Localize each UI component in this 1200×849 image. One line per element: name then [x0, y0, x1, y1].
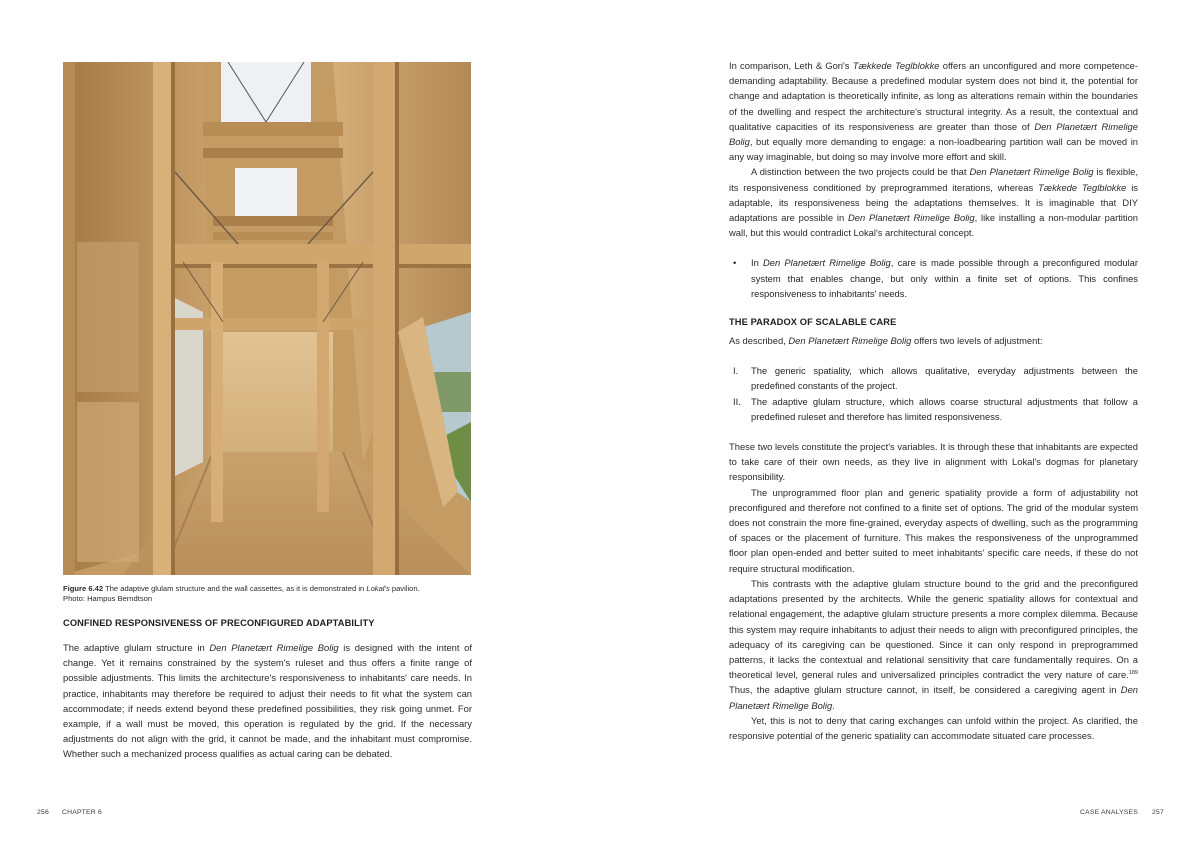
text-run: , but equally more demanding to engage: a non-loadbearing partition wall can be moved in any way imaginable, but doing so may involve more effort and skill. [729, 136, 1138, 163]
text-run: , like installing a non-modular partition wall, but this would contradict Lokal's architectural concept. [729, 212, 1139, 239]
footnote-ref[interactable]: 189 [1128, 669, 1138, 676]
running-footer: CHAPTER 6 [62, 809, 102, 816]
text-italic: Den Planetært Rimelige Bolig [763, 257, 891, 269]
bullet-text [751, 255, 1138, 301]
paragraph: These two levels constitute the project's variables. It is through these that inhabitants are expected to take care of their own needs, as they live in alignment with Lokal's dogmas for planetary responsibility. [729, 441, 1138, 483]
text-italic: Tækkede Teglblokke [852, 60, 940, 71]
section-heading: CONFINED RESPONSIVENESS OF PRECONFIGURED ADAPTABILITY [63, 618, 375, 628]
paragraph [729, 58, 1138, 164]
bullet-item [729, 255, 1138, 301]
text-run: In comparison, Leth & Gori's [729, 60, 853, 71]
right-body-text [729, 58, 1138, 240]
paragraph [729, 164, 1138, 240]
photo-credit: Photo: Hampus Berndtson [63, 594, 153, 603]
caption-italic: Lokal's [366, 584, 390, 593]
text-run: is flexible, its responsiveness conditioned by preprogrammed iterations, whereas [729, 166, 1138, 193]
text-italic: Den Planetært Rimelige Bolig [847, 212, 975, 224]
list-item [729, 394, 1138, 424]
bullet-marker: • [733, 257, 737, 269]
list-text: The generic spatiality, which allows qualitative, everyday adjustments between the predefined constants of the project. [751, 365, 1138, 392]
text-italic: Den Planetært Rimelige Bolig [729, 684, 1138, 711]
right-column [729, 58, 1138, 743]
figure-caption [63, 584, 473, 604]
text-italic: Den Planetært Rimelige Bolig [729, 120, 1138, 148]
page-number: 257 [1152, 809, 1164, 816]
text-run: Thus, the adaptive glulam structure cannot, in itself, be considered a caregiving agent in [729, 684, 1121, 696]
list-number: II. [733, 395, 741, 407]
text-run: offers two levels of adjustment: [911, 335, 1043, 347]
text-run: This contrasts with the adaptive glulam structure bound to the grid and the preconfigured adaptations presented by the architects. While the generic spatiality allows for contextual and relational engagement, the adaptive glulam structure presents a more complex dilemma. Because this system may require inhabitants to adjust their needs to align with preconfigured principles, the adequacy of its caregiving can be questioned. Since it can only respond in preprogrammed patterns, it lacks the contextual and relational sensitivity that care fundamentally requires. On a theoretical level, general rules and universalized principles contradict the very nature of care. [729, 577, 1138, 681]
text-run: As described, [729, 335, 789, 347]
text-italic: Den Planetært Rimelige Bolig [209, 642, 339, 653]
text-italic: Den Planetært Rimelige Bolig [969, 166, 1094, 178]
caption-text-end: pavilion. [389, 584, 420, 593]
running-footer: CASE ANALYSES [1080, 809, 1139, 816]
intro-paragraph [729, 333, 1138, 348]
text-run: is designed with the intent of change. Yet it remains constrained by the system's ruleset and thus offers a finite range of possible adjustments. This limits the architecture's responsiveness to inhabitants' care needs. In practice, inhabitants may therefore be required to adjust their needs to fit what the system can accommodate; if needs extend beyond these predefined possibilities, they risk going unmet. For example, if a wall must be moved, this operation is regulated by the grid. If the necessary adjustments do not align with the grid, it cannot be made, and the inhabitant must compromise. Whether such a mechanized process qualifies as actual caring can be debated. [63, 642, 472, 760]
text-italic: Tækkede Teglblokke [1038, 181, 1127, 193]
text-run: In [751, 257, 764, 269]
text-italic: Den Planetært Rimelige Bolig [788, 335, 912, 347]
left-body-text [63, 640, 472, 762]
paragraph: The unprogrammed floor plan and generic spatiality provide a form of adjustability not preconfigured and therefore not confined to a finite set of options. The grid of the modular system does not constrain the more fine-grained, everyday aspects of dwelling, such as the programming of spaces or the placement of furniture. This makes the responsiveness of the unprogrammed floor plan open-ended and better suited to meet inhabitants' specific care needs, if these do not require structural modification. [729, 486, 1138, 574]
text-run: A distinction between the two projects could be that [751, 166, 970, 178]
paragraph [63, 640, 472, 762]
list-text: The adaptive glulam structure, which allows coarse structural adjustments that follow a predefined ruleset and therefore has limited responsiveness. [751, 395, 1138, 422]
text-run: . [832, 699, 835, 711]
list-number: I. [733, 365, 739, 377]
list-item [729, 363, 1138, 393]
paragraph: Yet, this is not to deny that caring exchanges can unfold within the project. As clarified, the responsive potential of the generic spatiality can accommodate situated care processes. [729, 714, 1138, 741]
section-heading: THE PARADOX OF SCALABLE CARE [729, 317, 897, 328]
text-run: is adaptable, its responsiveness being the adaptations themselves. It is imaginable that DIY adaptations are possible in [729, 181, 1138, 224]
text-run: The adaptive glulam structure in [63, 642, 210, 653]
caption-text: The adaptive glulam structure and the wall cassettes, as it is demonstrated in [103, 584, 367, 593]
numbered-list [729, 363, 1138, 424]
page-number: 256 [37, 809, 49, 816]
text-run: offers an unconfigured and more competence-demanding adaptability. Because a predefined modular system does not bind it, the potential for change and adaptation is theoretically infinite, as long as alterations remain within the boundaries of the dwelling and respect the architecture's structural integrity. As a result, the contextual and qualitative capacities of its responsiveness are greater than those of [729, 60, 1138, 132]
text-run: , care is made possible through a preconfigured modular system that enables change, but only within a finite set of options. This confines responsiveness to inhabitants' needs. [751, 257, 1138, 299]
paragraph [729, 333, 1138, 348]
pavilion-interior-illustration [63, 62, 471, 575]
pavilion-photo [63, 62, 471, 575]
figure-label: Figure 6.42 [63, 584, 104, 593]
right-body-text-2 [729, 439, 1138, 743]
paragraph [729, 576, 1138, 713]
